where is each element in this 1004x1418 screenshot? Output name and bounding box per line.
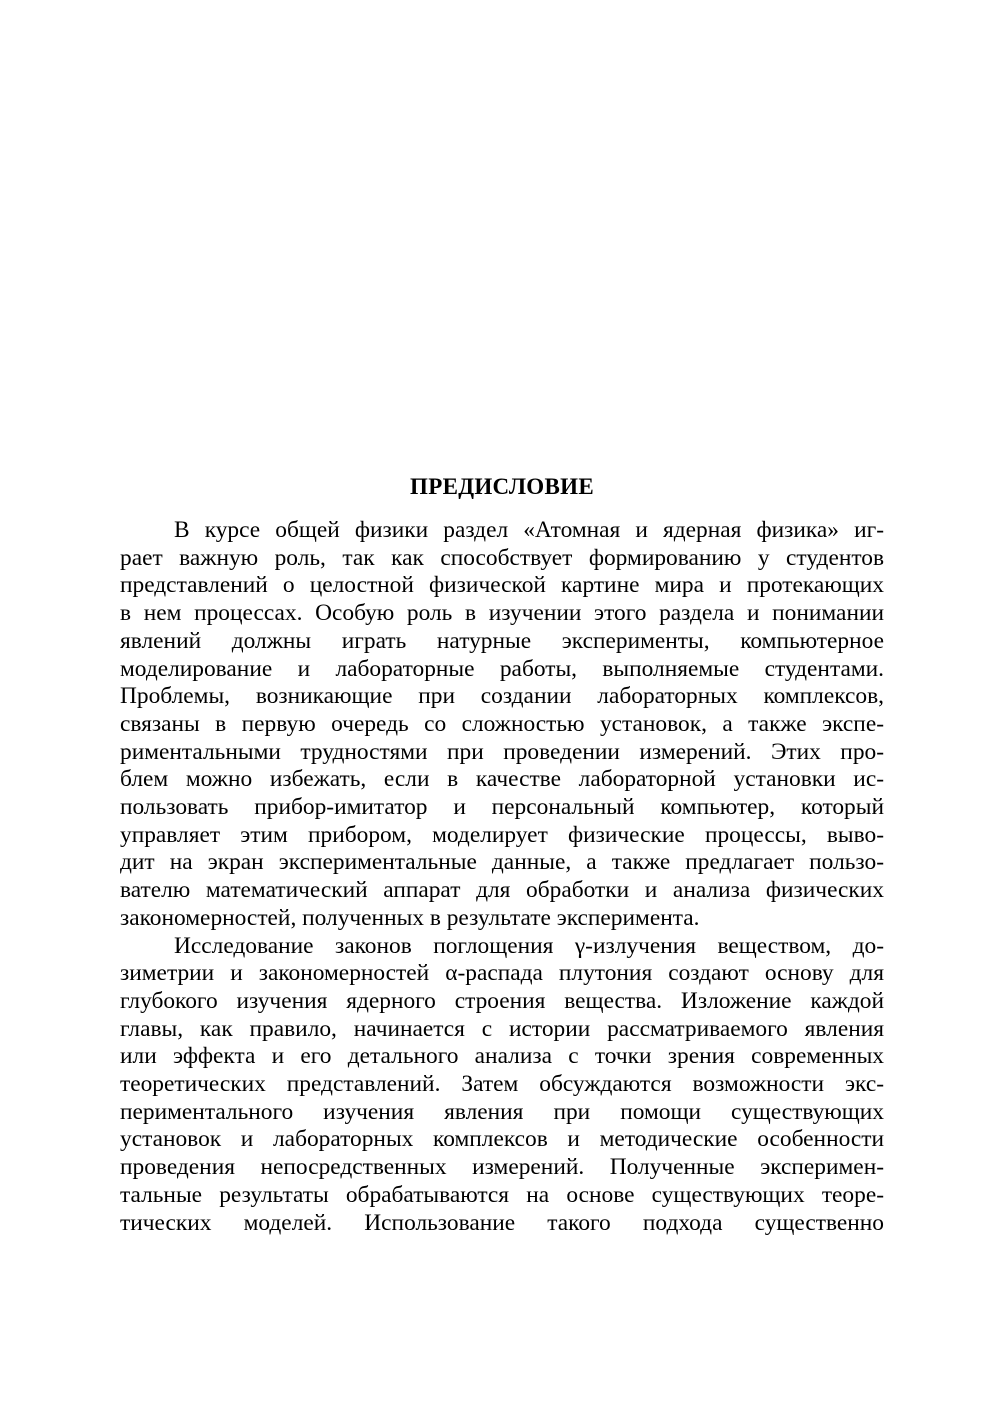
paragraph-1	[120, 517, 884, 933]
text-line: периментального изучения явления при помощи существующих	[120, 1098, 884, 1125]
page-title: ПРЕДИСЛОВИЕ	[410, 474, 594, 499]
text-line: установок и лабораторных комплексов и методические особенности	[120, 1126, 884, 1153]
text-line: явлений должны играть натурные эксперименты, компьютерное	[120, 627, 884, 654]
text-line: связаны в первую очередь со сложностью установок, а также экспе-	[120, 710, 884, 737]
text-line: управляет этим прибором, моделирует физические процессы, выво-	[120, 821, 884, 848]
text-line: проведения непосредственных измерений. Полученные эксперимен-	[120, 1154, 884, 1181]
text-line: зиметрии и закономерностей α-распада плутония создают основу для	[120, 960, 884, 987]
text-line: тальные результаты обрабатываются на основе существующих теоре-	[120, 1181, 884, 1208]
text-line: представлений о целостной физической картине мира и протекающих	[120, 572, 884, 599]
text-line: В курсе общей физики раздел «Атомная и ядерная физика» иг-	[174, 517, 884, 543]
paragraph-2	[120, 933, 884, 1238]
text-line: моделирование и лабораторные работы, выполняемые студентами.	[120, 655, 884, 682]
text-line: риментальными трудностями при проведении измерений. Этих про-	[120, 738, 884, 765]
text-line: Исследование законов поглощения γ-излучения веществом, до-	[174, 932, 884, 959]
text-line: тических моделей. Использование такого подхода существенно	[120, 1209, 884, 1236]
text-line: дит на экран экспериментальные данные, а также предлагает пользо-	[120, 849, 884, 876]
text-line: в нем процессах. Особую роль в изучении этого раздела и понимании	[120, 600, 884, 627]
text-line: блем можно избежать, если в качестве лабораторной установки ис-	[120, 766, 884, 793]
text-line: пользовать прибор-имитатор и персональный компьютер, который	[120, 794, 884, 821]
text-line: или эффекта и его детального анализа с точки зрения современных	[120, 1043, 884, 1070]
text-line: вателю математический аппарат для обработки и анализа физических	[120, 877, 884, 904]
text-line: глубокого изучения ядерного строения вещества. Изложение каждой	[120, 987, 884, 1014]
text-line: закономерностей, полученных в результате эксперимента.	[120, 904, 700, 931]
text-line: Проблемы, возникающие при создании лабораторных комплексов,	[120, 683, 884, 710]
text-line: теоретических представлений. Затем обсуждаются возможности экс-	[120, 1071, 884, 1098]
text-line: рает важную роль, так как способствует формированию у студентов	[120, 544, 884, 571]
page-content	[120, 472, 884, 1237]
text-line: главы, как правило, начинается с истории рассматриваемого явления	[120, 1015, 884, 1042]
